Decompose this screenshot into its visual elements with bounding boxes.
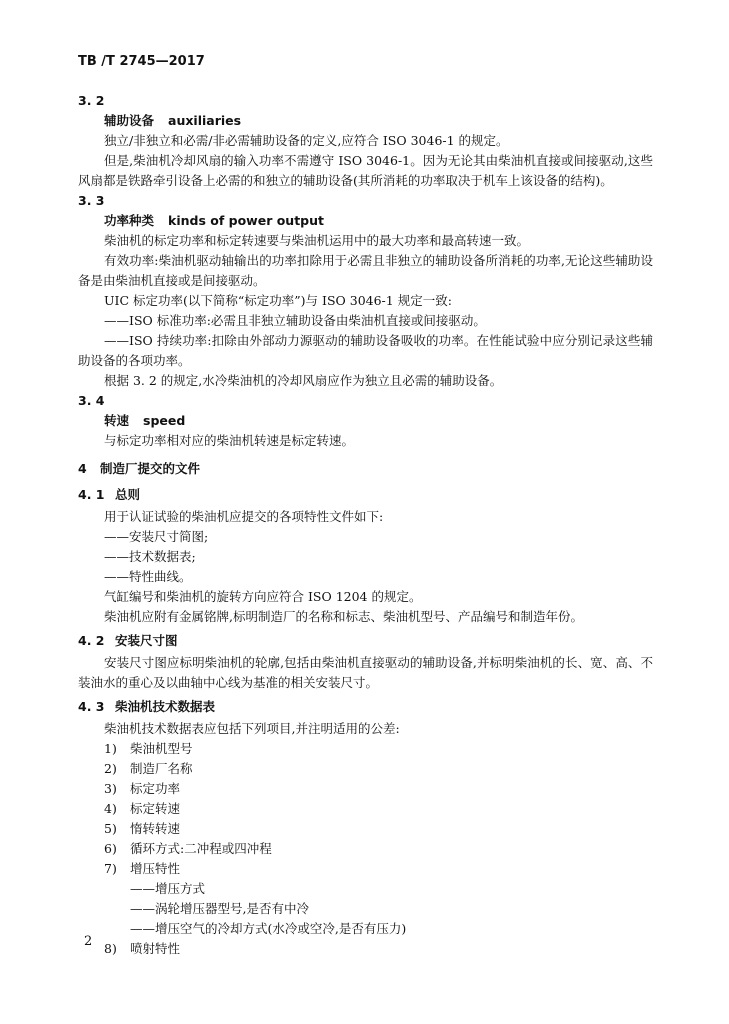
page-number: 2: [84, 934, 93, 949]
list-number: 5): [104, 821, 117, 836]
list-text: 循环方式:二冲程或四冲程: [130, 841, 272, 856]
paragraph: 根据 3. 2 的规定,水冷柴油机的冷却风扇应作为独立且必需的辅助设备。: [104, 373, 503, 388]
list-number: 8): [104, 941, 117, 956]
subsection-number: 4. 2: [78, 633, 105, 648]
paragraph: UIC 标定功率(以下简称“标定功率”)与 ISO 3046-1 规定一致:: [104, 293, 452, 308]
paragraph: 有效功率:柴油机驱动轴输出的功率扣除用于必需且非独立的辅助设备所消耗的功率,无论这些辅助设备是由柴油机直接或是间接驱动。: [78, 253, 653, 288]
dash-item: ——ISO 持续功率:扣除由外部动力源驱动的辅助设备吸收的功率。在性能试验中应分别记录这些辅助设备的各项功率。: [78, 333, 653, 368]
list-item: [78, 779, 653, 799]
term-heading: [78, 111, 653, 131]
section-number: 3. 4: [78, 393, 105, 408]
subsection-heading: [78, 631, 653, 651]
dash-subitem: ——增压空气的冷却方式(水冷或空冷,是否有压力): [130, 921, 407, 936]
dash-subitem: ——增压方式: [130, 881, 206, 896]
term-heading: [78, 211, 653, 231]
list-text: 惰转转速: [130, 821, 181, 836]
list-item: [78, 759, 653, 779]
list-number: 7): [104, 861, 117, 876]
subsection-heading: [78, 697, 653, 717]
subsection-title: 安装尺寸图: [115, 633, 178, 648]
paragraph: 但是,柴油机冷却风扇的输入功率不需遵守 ISO 3046-1。因为无论其由柴油机直接或间接驱动,这些风扇都是铁路牵引设备上必需的和独立的辅助设备(其所消耗的功率取决于机车上该设备的结构)。: [78, 153, 653, 188]
dash-item: ——安装尺寸简图;: [104, 529, 209, 544]
paragraph: 柴油机应附有金属铭牌,标明制造厂的名称和标志、柴油机型号、产品编号和制造年份。: [104, 609, 583, 624]
list-text: 标定功率: [130, 781, 181, 796]
paragraph: 用于认证试验的柴油机应提交的各项特性文件如下:: [104, 509, 384, 524]
list-item: [78, 819, 653, 839]
paragraph: 与标定功率相对应的柴油机转速是标定转速。: [104, 433, 355, 448]
list-number: 4): [104, 801, 117, 816]
chapter-number: 4: [78, 461, 87, 476]
list-item: [78, 859, 653, 879]
list-number: 6): [104, 841, 117, 856]
dash-item: ——特性曲线。: [104, 569, 192, 584]
list-item: [78, 839, 653, 859]
paragraph: 柴油机的标定功率和标定转速要与柴油机运用中的最大功率和最高转速一致。: [104, 233, 530, 248]
chapter-heading: [78, 459, 653, 479]
term-cn: 转速: [104, 413, 130, 428]
subsection-number: 4. 3: [78, 699, 105, 714]
list-text: 柴油机型号: [130, 741, 193, 756]
section-number: 3. 3: [78, 193, 105, 208]
term-en: kinds of power output: [168, 213, 324, 228]
term-en: speed: [143, 413, 186, 428]
paragraph: 柴油机技术数据表应包括下列项目,并注明适用的公差:: [104, 721, 400, 736]
list-item: [78, 739, 653, 759]
list-text: 喷射特性: [130, 941, 181, 956]
dash-item: ——ISO 标准功率:必需且非独立辅助设备由柴油机直接或间接驱动。: [104, 313, 486, 328]
list-number: 2): [104, 761, 117, 776]
term-cn: 功率种类: [104, 213, 155, 228]
subsection-title: 柴油机技术数据表: [115, 699, 216, 714]
term-cn: 辅助设备: [104, 113, 155, 128]
page-content: [78, 91, 653, 959]
paragraph: 独立/非独立和必需/非必需辅助设备的定义,应符合 ISO 3046-1 的规定。: [104, 133, 509, 148]
dash-item: ——技术数据表;: [104, 549, 196, 564]
chapter-title: 制造厂提交的文件: [100, 461, 201, 476]
term-en: auxiliaries: [168, 113, 242, 128]
section-number: 3. 2: [78, 93, 105, 108]
list-text: 制造厂名称: [130, 761, 193, 776]
list-number: 3): [104, 781, 117, 796]
subsection-number: 4. 1: [78, 487, 105, 502]
subsection-heading: [78, 485, 653, 505]
term-heading: [78, 411, 653, 431]
paragraph: 气缸编号和柴油机的旋转方向应符合 ISO 1204 的规定。: [104, 589, 422, 604]
subsection-title: 总则: [115, 487, 141, 502]
paragraph: 安装尺寸图应标明柴油机的轮廓,包括由柴油机直接驱动的辅助设备,并标明柴油机的长、宽、高、不装油水的重心及以曲轴中心线为基准的相关安装尺寸。: [78, 655, 653, 690]
dash-subitem: ——涡轮增压器型号,是否有中冷: [130, 901, 309, 916]
list-item: [78, 799, 653, 819]
list-text: 增压特性: [130, 861, 181, 876]
list-text: 标定转速: [130, 801, 181, 816]
list-number: 1): [104, 741, 117, 756]
standard-header: TB /T 2745—2017: [78, 54, 205, 69]
list-item: [78, 939, 653, 959]
